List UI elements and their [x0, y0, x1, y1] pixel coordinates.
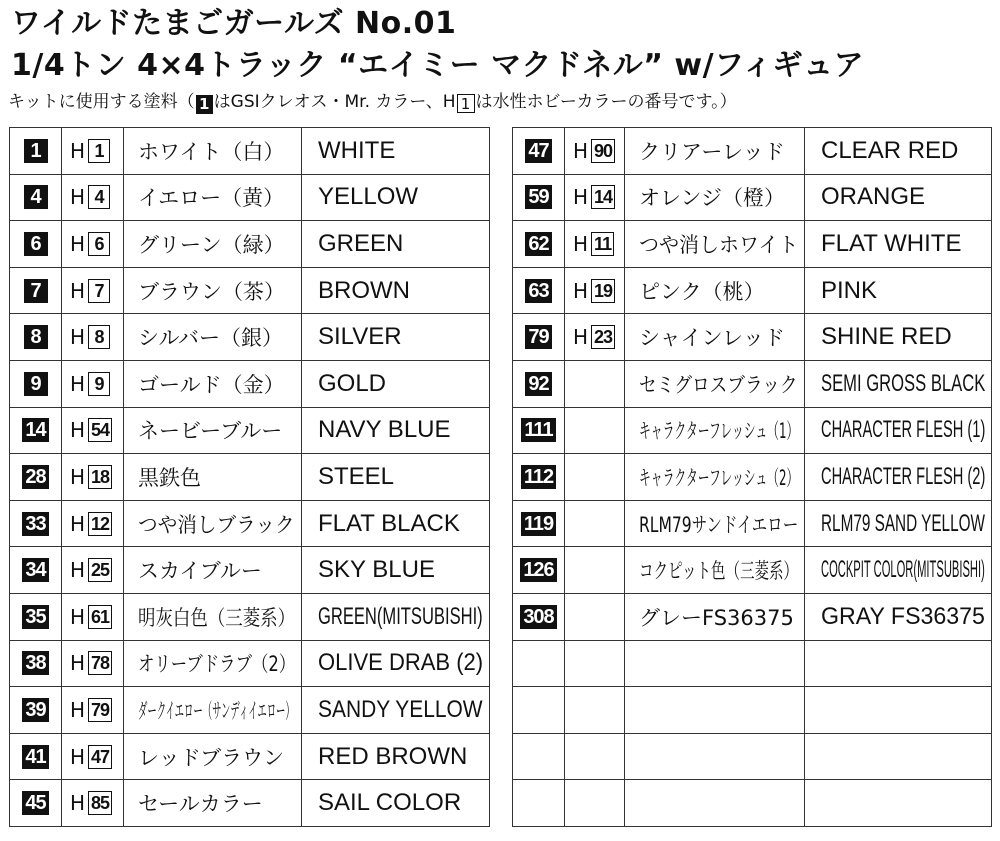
mr-color-number-badge: 63	[525, 279, 551, 303]
hobby-color-prefix: H	[70, 791, 86, 816]
mr-color-number-cell	[10, 687, 62, 734]
hobby-color-prefix: H	[70, 744, 86, 769]
mr-color-number-badge: 6	[24, 232, 48, 256]
color-name-en: SKY BLUE	[318, 556, 435, 584]
hobby-color-prefix: H	[70, 651, 86, 676]
color-name-en-cell	[302, 640, 490, 687]
color-name-en: NAVY BLUE	[318, 416, 451, 444]
color-name-en: CHARACTER FLESH (1)	[821, 416, 986, 444]
hobby-color-number-cell	[62, 640, 124, 687]
table-row	[513, 407, 992, 454]
color-name-jp-cell	[124, 314, 302, 361]
color-name-jp-cell	[124, 360, 302, 407]
table-row	[10, 640, 490, 687]
color-name-en: COCKPIT COLOR(MITSUBISHI)	[821, 556, 985, 584]
color-name-en: FLAT WHITE	[821, 229, 962, 257]
mr-color-number-cell	[513, 174, 565, 221]
hobby-color-sample-badge: 1	[457, 94, 475, 113]
mr-color-number-cell	[10, 733, 62, 780]
paint-table-left	[9, 127, 490, 827]
color-name-en: GREEN(MITSUBISHI)	[318, 602, 483, 630]
color-name-jp-cell	[124, 547, 302, 594]
color-name-jp: グレーFS36375	[639, 605, 794, 630]
mr-color-number-cell	[513, 314, 565, 361]
mr-color-number-cell	[513, 454, 565, 501]
color-name-jp: RLM79サンドイエロー	[639, 512, 799, 537]
color-name-en-cell	[302, 221, 490, 268]
hobby-color-number-badge: 25	[88, 558, 112, 582]
color-name-jp-cell	[625, 174, 805, 221]
mr-color-number-cell	[10, 500, 62, 547]
mr-color-number-cell	[513, 500, 565, 547]
hobby-color-number-cell	[565, 407, 625, 454]
color-name-en: RLM79 SAND YELLOW	[821, 509, 985, 537]
color-name-jp-cell	[124, 780, 302, 827]
hobby-color-number-cell	[62, 360, 124, 407]
color-name-jp: オレンジ（橙）	[639, 186, 785, 211]
color-name-jp: イエロー（黄）	[138, 186, 285, 211]
table-row	[10, 407, 490, 454]
color-name-jp-cell	[625, 267, 805, 314]
hobby-color-number-badge: 4	[88, 185, 110, 209]
table-row	[513, 267, 992, 314]
color-name-en-cell	[302, 174, 490, 221]
color-name-en-cell	[805, 407, 992, 454]
color-name-en-cell	[805, 733, 992, 780]
color-name-jp: スカイブルー	[138, 559, 262, 584]
color-name-en-cell	[302, 314, 490, 361]
table-row	[513, 221, 992, 268]
color-name-jp: ゴールド（金）	[138, 372, 285, 397]
table-row	[513, 500, 992, 547]
hobby-color-number-badge: 54	[88, 418, 112, 442]
legend-note	[8, 89, 737, 115]
hobby-color-number-cell	[62, 500, 124, 547]
mr-color-number-badge: 7	[24, 279, 48, 303]
table-row	[513, 687, 992, 734]
hobby-color-prefix: H	[573, 185, 589, 210]
hobby-color-prefix: H	[573, 138, 589, 163]
color-name-jp-cell	[124, 407, 302, 454]
color-name-jp-cell	[124, 733, 302, 780]
hobby-color-number-badge: 1	[88, 139, 110, 163]
mr-color-number-badge: 9	[24, 372, 48, 396]
color-name-en: PINK	[821, 276, 878, 304]
color-name-jp: ダークイエロー（サンディイエロー）	[138, 698, 295, 723]
mr-color-number-cell	[10, 360, 62, 407]
hobby-color-prefix: H	[70, 138, 86, 163]
table-row	[10, 547, 490, 594]
mr-color-number-cell	[513, 640, 565, 687]
color-name-en-cell	[805, 454, 992, 501]
page-title: ワイルドたまごガールズ No.01	[11, 6, 457, 41]
mr-color-number-cell	[10, 174, 62, 221]
hobby-color-number-badge: 79	[88, 698, 112, 722]
hobby-color-number-badge: 78	[88, 651, 112, 675]
mr-color-number-cell	[10, 454, 62, 501]
table-row	[513, 780, 992, 827]
color-name-jp-cell	[124, 640, 302, 687]
color-name-en: CHARACTER FLESH (2)	[821, 462, 986, 490]
hobby-color-number-badge: 7	[88, 279, 110, 303]
color-name-jp-cell	[124, 267, 302, 314]
color-name-en: WHITE	[318, 136, 396, 164]
color-name-en: CLEAR RED	[821, 136, 959, 164]
hobby-color-number-cell	[565, 221, 625, 268]
mr-color-number-badge: 8	[24, 325, 48, 349]
color-name-en-cell	[302, 547, 490, 594]
color-name-en-cell	[302, 267, 490, 314]
mr-color-number-badge: 92	[525, 372, 551, 396]
color-name-jp-cell	[124, 128, 302, 175]
mr-color-number-badge: 38	[22, 651, 48, 675]
mr-color-number-badge: 126	[520, 558, 556, 582]
hobby-color-number-cell	[62, 593, 124, 640]
color-name-jp-cell	[124, 454, 302, 501]
hobby-color-number-cell	[565, 128, 625, 175]
mr-color-number-cell	[10, 221, 62, 268]
mr-color-number-cell	[10, 780, 62, 827]
mr-color-number-badge: 4	[24, 185, 48, 209]
color-name-en: SAIL COLOR	[318, 789, 462, 817]
mr-color-number-badge: 1	[24, 139, 48, 163]
hobby-color-prefix: H	[573, 325, 589, 350]
hobby-color-number-badge: 6	[88, 232, 110, 256]
mr-color-number-badge: 308	[520, 605, 556, 629]
hobby-color-prefix: H	[70, 371, 86, 396]
color-name-jp: 黒鉄色	[138, 465, 201, 490]
color-name-en: GREEN	[318, 229, 404, 257]
color-name-jp: オリーブドラブ（2）	[138, 652, 296, 677]
color-name-jp-cell	[625, 733, 805, 780]
mr-color-number-badge: 41	[22, 745, 48, 769]
table-row	[10, 733, 490, 780]
color-name-en-cell	[302, 360, 490, 407]
hobby-color-number-badge: 61	[88, 605, 112, 629]
hobby-color-number-badge: 11	[591, 232, 614, 256]
color-name-en-cell	[302, 780, 490, 827]
color-name-jp-cell	[625, 454, 805, 501]
hobby-color-prefix: H	[70, 464, 86, 489]
color-name-jp: キャラクターフレッシュ（2）	[639, 465, 799, 490]
hobby-color-number-cell	[565, 547, 625, 594]
color-name-en-cell	[302, 128, 490, 175]
color-name-jp: コクピット色（三菱系）	[639, 559, 799, 584]
color-name-en-cell	[805, 174, 992, 221]
page-subtitle: 1/4トン 4×4トラック “エイミー マクドネル” w/フィギュア	[11, 48, 865, 83]
hobby-color-number-badge: 14	[591, 185, 615, 209]
color-name-jp: ブラウン（茶）	[138, 279, 285, 304]
hobby-color-number-cell	[565, 314, 625, 361]
mr-color-number-badge: 112	[521, 465, 556, 489]
table-row	[10, 128, 490, 175]
hobby-color-prefix: H	[70, 231, 86, 256]
color-name-jp: ネービーブルー	[138, 419, 283, 444]
mr-color-number-cell	[10, 407, 62, 454]
color-name-en: GOLD	[318, 369, 387, 397]
color-name-jp: シャインレッド	[639, 326, 785, 351]
color-name-jp: ピンク（桃）	[639, 279, 765, 304]
mr-color-number-cell	[513, 221, 565, 268]
color-name-jp-cell	[625, 221, 805, 268]
mr-color-sample-badge: 1	[196, 95, 213, 114]
mr-color-number-badge: 35	[22, 605, 48, 629]
color-name-jp: 明灰白色（三菱系）	[138, 605, 296, 630]
hobby-color-prefix: H	[70, 697, 86, 722]
mr-color-number-badge: 33	[22, 512, 48, 536]
hobby-color-number-badge: 19	[591, 279, 615, 303]
mr-color-number-cell	[10, 640, 62, 687]
color-name-jp-cell	[625, 640, 805, 687]
hobby-color-number-cell	[62, 407, 124, 454]
hobby-color-prefix: H	[70, 185, 86, 210]
mr-color-number-badge: 79	[525, 325, 551, 349]
table-row	[513, 128, 992, 175]
hobby-color-prefix: H	[573, 231, 589, 256]
hobby-color-number-badge: 8	[88, 325, 110, 349]
color-name-jp-cell	[625, 593, 805, 640]
mr-color-number-cell	[513, 128, 565, 175]
hobby-color-number-badge: 23	[591, 325, 615, 349]
mr-color-number-cell	[513, 733, 565, 780]
hobby-color-number-cell	[565, 780, 625, 827]
color-name-en-cell	[805, 640, 992, 687]
mr-color-number-badge: 14	[22, 418, 48, 442]
mr-color-number-badge: 62	[525, 232, 551, 256]
mr-color-number-cell	[10, 314, 62, 361]
color-name-en: FLAT BLACK	[318, 509, 460, 537]
hobby-color-number-cell	[62, 128, 124, 175]
mr-color-number-cell	[10, 128, 62, 175]
color-name-en: SANDY YELLOW	[318, 695, 483, 723]
color-name-jp-cell	[625, 687, 805, 734]
hobby-color-number-badge: 85	[88, 791, 112, 815]
hobby-color-number-cell	[565, 454, 625, 501]
color-name-jp-cell	[124, 500, 302, 547]
table-row	[10, 221, 490, 268]
mr-color-number-badge: 45	[22, 791, 48, 815]
table-row	[513, 593, 992, 640]
mr-color-number-cell	[513, 267, 565, 314]
hobby-color-prefix: H	[70, 418, 86, 443]
color-name-en: SHINE RED	[821, 323, 952, 351]
legend-note-prefix: キットに使用する塗料（	[8, 92, 195, 112]
color-name-en: BROWN	[318, 276, 410, 304]
table-row	[513, 314, 992, 361]
hobby-color-number-cell	[565, 733, 625, 780]
hobby-color-prefix: H	[70, 604, 86, 629]
hobby-color-number-badge: 12	[88, 512, 112, 536]
hobby-color-prefix: H	[70, 511, 86, 536]
hobby-color-number-cell	[62, 267, 124, 314]
color-name-jp: クリアーレッド	[639, 139, 785, 164]
color-name-en-cell	[302, 733, 490, 780]
table-row	[10, 314, 490, 361]
hobby-color-number-cell	[62, 221, 124, 268]
color-name-en-cell	[805, 360, 992, 407]
hobby-color-number-cell	[565, 360, 625, 407]
color-name-en-cell	[805, 780, 992, 827]
mr-color-number-badge: 28	[22, 465, 48, 489]
color-name-jp: つや消しブラック	[138, 512, 295, 537]
table-row	[513, 360, 992, 407]
color-name-en-cell	[805, 547, 992, 594]
mr-color-number-badge: 119	[521, 512, 556, 536]
color-name-jp-cell	[625, 780, 805, 827]
color-name-en: OLIVE DRAB (2)	[318, 649, 484, 677]
hobby-color-number-badge: 18	[88, 465, 112, 489]
color-name-en-cell	[805, 593, 992, 640]
table-row	[10, 454, 490, 501]
mr-color-number-badge: 47	[525, 139, 551, 163]
color-name-en-cell	[805, 221, 992, 268]
color-name-en-cell	[805, 314, 992, 361]
color-name-jp: レッドブラウン	[138, 745, 285, 770]
hobby-color-number-cell	[565, 640, 625, 687]
mr-color-number-cell	[513, 687, 565, 734]
color-name-en: RED BROWN	[318, 742, 468, 770]
color-name-en: ORANGE	[821, 183, 926, 211]
legend-note-suffix: は水性ホビーカラーの番号です。）	[475, 92, 737, 112]
color-name-jp: グリーン（緑）	[138, 232, 285, 257]
table-row	[513, 174, 992, 221]
mr-color-number-cell	[10, 267, 62, 314]
color-name-jp: セールカラー	[138, 792, 263, 817]
color-name-jp-cell	[124, 221, 302, 268]
color-name-en: STEEL	[318, 462, 395, 490]
color-name-jp-cell	[124, 174, 302, 221]
hobby-color-number-cell	[62, 454, 124, 501]
hobby-color-number-cell	[565, 174, 625, 221]
table-row	[10, 593, 490, 640]
table-row	[10, 174, 490, 221]
color-name-en-cell	[302, 500, 490, 547]
mr-color-number-cell	[513, 407, 565, 454]
color-name-en-cell	[302, 454, 490, 501]
legend-note-middle: はGSIクレオス・Mr. カラー、H	[213, 92, 456, 112]
table-row	[513, 640, 992, 687]
table-row	[10, 780, 490, 827]
color-name-en: GRAY FS36375	[821, 602, 985, 630]
color-name-jp: セミグロスブラック	[639, 372, 798, 397]
table-row	[513, 454, 992, 501]
color-name-en-cell	[302, 687, 490, 734]
paint-table-right	[512, 127, 992, 827]
color-name-en-cell	[805, 267, 992, 314]
hobby-color-number-cell	[62, 687, 124, 734]
hobby-color-number-cell	[565, 267, 625, 314]
color-name-en-cell	[805, 500, 992, 547]
hobby-color-number-badge: 47	[88, 745, 112, 769]
color-name-jp-cell	[124, 593, 302, 640]
hobby-color-number-badge: 90	[591, 139, 615, 163]
color-name-en-cell	[805, 128, 992, 175]
color-name-en: SILVER	[318, 323, 402, 351]
hobby-color-number-cell	[62, 733, 124, 780]
hobby-color-number-cell	[565, 500, 625, 547]
hobby-color-number-cell	[62, 314, 124, 361]
table-row	[10, 267, 490, 314]
hobby-color-number-cell	[62, 780, 124, 827]
color-name-jp: シルバー（銀）	[138, 326, 284, 351]
color-name-en-cell	[302, 593, 490, 640]
color-name-jp-cell	[625, 314, 805, 361]
color-name-en: YELLOW	[318, 183, 419, 211]
mr-color-number-badge: 39	[22, 698, 48, 722]
mr-color-number-cell	[10, 547, 62, 594]
hobby-color-number-cell	[62, 174, 124, 221]
mr-color-number-cell	[513, 360, 565, 407]
hobby-color-number-cell	[565, 593, 625, 640]
hobby-color-prefix: H	[70, 278, 86, 303]
color-name-jp-cell	[124, 687, 302, 734]
mr-color-number-badge: 111	[521, 418, 555, 442]
hobby-color-number-cell	[62, 547, 124, 594]
hobby-color-prefix: H	[70, 325, 86, 350]
color-name-jp: キャラクターフレッシュ（1）	[639, 419, 799, 444]
mr-color-number-badge: 59	[525, 185, 551, 209]
hobby-color-prefix: H	[573, 278, 589, 303]
table-row	[513, 733, 992, 780]
table-row	[513, 547, 992, 594]
table-row	[10, 500, 490, 547]
table-row	[10, 687, 490, 734]
color-name-en-cell	[302, 407, 490, 454]
color-name-jp-cell	[625, 360, 805, 407]
hobby-color-prefix: H	[70, 558, 86, 583]
color-name-jp: つや消しホワイト	[639, 232, 799, 257]
color-name-jp: ホワイト（白）	[138, 139, 285, 164]
table-row	[10, 360, 490, 407]
hobby-color-number-cell	[565, 687, 625, 734]
color-name-jp-cell	[625, 500, 805, 547]
mr-color-number-cell	[513, 547, 565, 594]
mr-color-number-cell	[513, 780, 565, 827]
color-name-jp-cell	[625, 407, 805, 454]
mr-color-number-cell	[10, 593, 62, 640]
mr-color-number-cell	[513, 593, 565, 640]
hobby-color-number-badge: 9	[88, 372, 110, 396]
color-name-jp-cell	[625, 547, 805, 594]
color-name-en-cell	[805, 687, 992, 734]
color-name-jp-cell	[625, 128, 805, 175]
color-name-en: SEMI GROSS BLACK	[821, 369, 986, 397]
mr-color-number-badge: 34	[22, 558, 48, 582]
